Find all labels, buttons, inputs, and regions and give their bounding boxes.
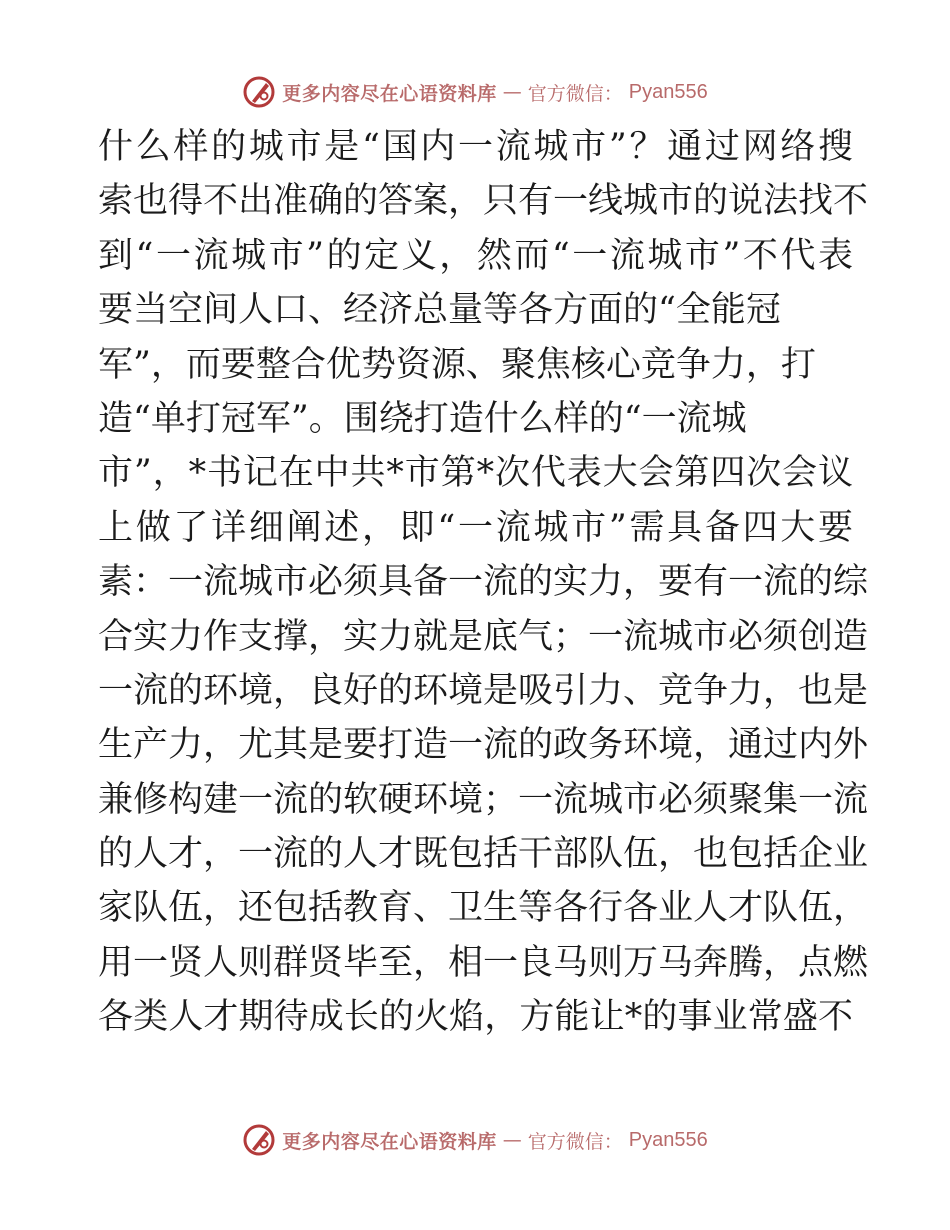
watermark-wechat-label: 官方微信： xyxy=(527,82,623,105)
paragraph-line: 兼修构建一流的软硬环境；一流城市必须聚集一流 xyxy=(98,779,869,820)
paragraph-line: 什么样的城市是“国内一流城市”？通过网络搜 xyxy=(98,127,853,167)
quill-seal-icon xyxy=(242,1123,276,1157)
paragraph-line: 到“一流城市”的定义，然而“一流城市”不代表 xyxy=(98,235,853,276)
watermark-text: 更多内容尽在心语资料库 xyxy=(282,82,497,105)
watermark-separator: — xyxy=(502,1129,522,1151)
quill-seal-icon xyxy=(242,75,276,109)
paragraph-line: 素：一流城市必须具备一流的实力，要有一流的综 xyxy=(98,562,869,603)
paragraph-line: 的人才，一流的人才既包括干部队伍，也包括企业 xyxy=(98,834,869,875)
watermark xyxy=(242,75,708,109)
watermark-text: 更多内容尽在心语资料库 xyxy=(282,1130,497,1153)
page-footer-watermark xyxy=(0,1120,950,1160)
watermark-separator: — xyxy=(502,81,522,103)
paragraph-line: 家队伍，还包括教育、卫生等各行各业人才队伍， xyxy=(98,888,869,929)
watermark xyxy=(242,1123,708,1157)
paragraph-line: 要当空间人口、经济总量等各方面的“全能冠 xyxy=(98,290,781,331)
watermark-wechat-id: Pyan556 xyxy=(628,1128,708,1151)
paragraph-line: 市”，*书记在中共*市第*次代表大会第四次会议 xyxy=(98,453,853,494)
paragraph-line: 各类人才期待成长的火焰，方能让*的事业常盛不 xyxy=(98,997,853,1038)
paragraph-line: 军”，而要整合优势资源、聚焦核心竞争力，打 xyxy=(98,344,816,385)
document-body xyxy=(98,120,869,1045)
watermark-wechat-id: Pyan556 xyxy=(628,80,708,103)
paragraph-line: 上做了详细阐述，即“一流城市”需具备四大要 xyxy=(98,507,853,548)
watermark-wechat-label: 官方微信： xyxy=(527,1130,623,1153)
page-header-watermark xyxy=(0,72,950,112)
paragraph-line: 一流的环境，良好的环境是吸引力、竞争力，也是 xyxy=(98,670,869,711)
paragraph-line: 用一贤人则群贤毕至，相一良马则万马奔腾，点燃 xyxy=(98,942,869,983)
paragraph-line: 造“单打冠军”。围绕打造什么样的“一流城 xyxy=(98,398,747,439)
paragraph-line: 合实力作支撑，实力就是底气；一流城市必须创造 xyxy=(98,616,869,657)
paragraph-line: 生产力，尤其是要打造一流的政务环境，通过内外 xyxy=(98,725,869,766)
paragraph-line: 索也得不出准确的答案，只有一线城市的说法找不 xyxy=(98,181,869,222)
